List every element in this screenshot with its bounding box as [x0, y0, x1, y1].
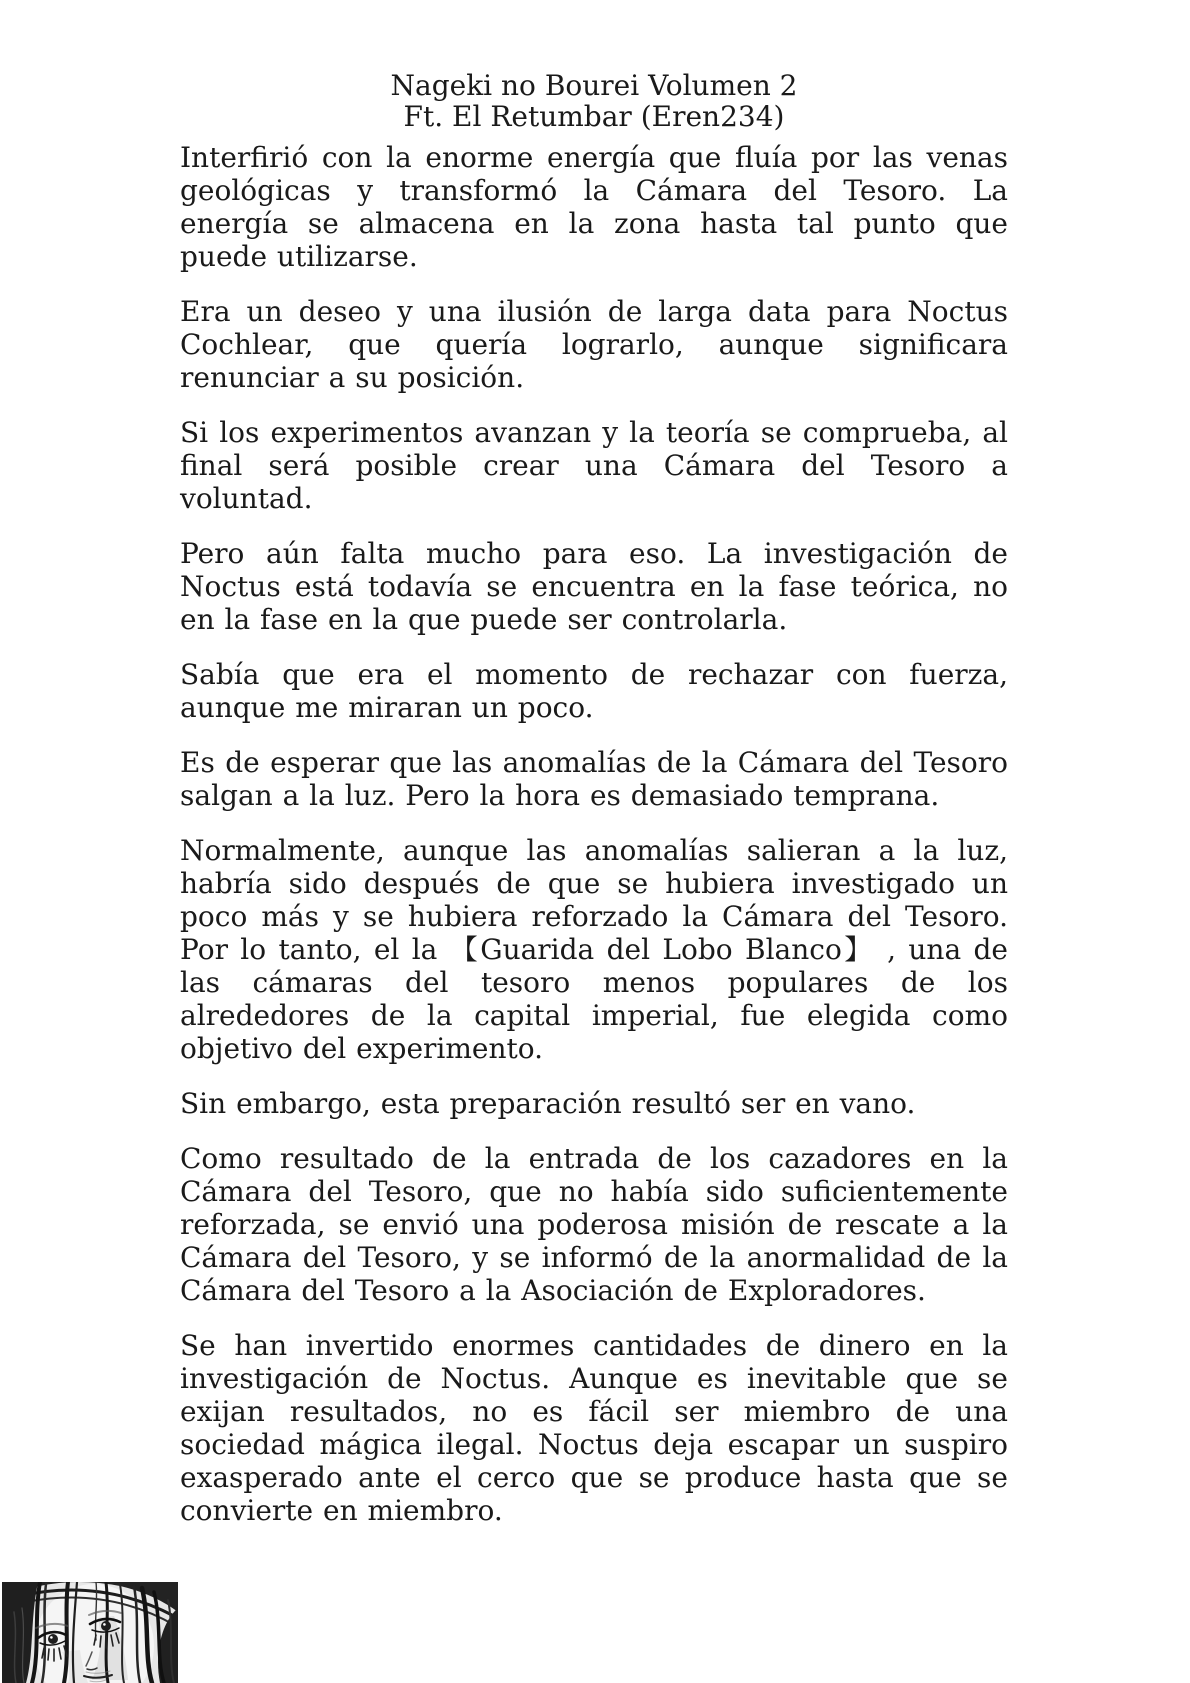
document-title: Nageki no Bourei Volumen 2	[390, 69, 798, 102]
paragraph: Interfirió con la enorme energía que fluía por las venas geológicas y transformó la Cámara del Tesoro. La energía se almacena en la zona hasta tal punto que puede utilizarse.	[180, 141, 1008, 273]
paragraph: Normalmente, aunque las anomalías salieran a la luz, habría sido después de que se hubiera investigado un poco más y se hubiera reforzado la Cámara del Tesoro. Por lo tanto, el la 【Guarida del Lobo Blanco】 , una de las cámaras del tesoro menos populares de los alrededores de la capital imperial, fue elegida como objetivo del experimento.	[180, 834, 1008, 1065]
manga-face-image	[2, 1582, 178, 1683]
paragraph: Es de esperar que las anomalías de la Cámara del Tesoro salgan a la luz. Pero la hora es demasiado temprana.	[180, 746, 1008, 812]
document-subtitle: Ft. El Retumbar (Eren234)	[403, 100, 785, 133]
paragraph: Era un deseo y una ilusión de larga data para Noctus Cochlear, que quería lograrlo, aunque significara renunciar a su posición.	[180, 295, 1008, 394]
paragraph: Se han invertido enormes cantidades de dinero en la investigación de Noctus. Aunque es inevitable que se exijan resultados, no es fácil ser miembro de una sociedad mágica ilegal. Noctus deja escapar un suspiro exasperado ante el cerco que se produce hasta que se convierte en miembro.	[180, 1329, 1008, 1527]
paragraph: Pero aún falta mucho para eso. La investigación de Noctus está todavía se encuentra en la fase teórica, no en la fase en la que puede ser controlarla.	[180, 537, 1008, 636]
manga-face-illustration	[2, 1582, 178, 1683]
paragraph: Si los experimentos avanzan y la teoría se comprueba, al final será posible crear una Cámara del Tesoro a voluntad.	[180, 416, 1008, 515]
paragraph: Sin embargo, esta preparación resultó ser en vano.	[180, 1087, 916, 1120]
title-block	[180, 70, 1008, 132]
paragraph: Sabía que era el momento de rechazar con fuerza, aunque me miraran un poco.	[180, 658, 1008, 724]
paragraph: Como resultado de la entrada de los cazadores en la Cámara del Tesoro, que no había sido suficientemente reforzada, se envió una poderosa misión de rescate a la Cámara del Tesoro, y se informó de la anormalidad de la Cámara del Tesoro a la Asociación de Exploradores.	[180, 1142, 1008, 1307]
body-text	[180, 141, 1008, 1527]
